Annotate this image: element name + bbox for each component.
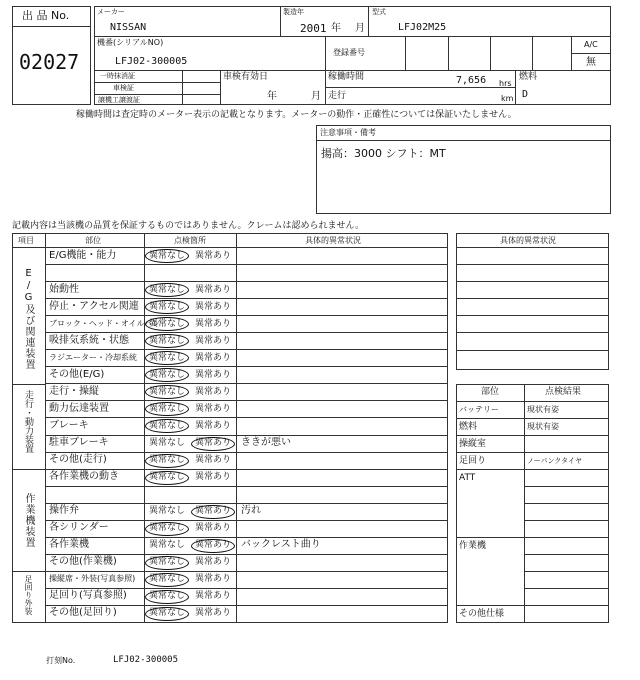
right-part-other: その他仕様 [459,609,505,619]
reg-label: 登録番号 [333,48,365,57]
month-unit: 月 [355,23,365,34]
normal-selected-mark [145,590,189,604]
normal-selected-mark [145,334,189,348]
row-part-label: その他(作業機) [49,556,117,567]
col-item-header: 項目 [18,236,34,245]
year-value: 2001 [300,22,327,35]
normal-option: 異常なし [149,404,186,414]
normal-selected-mark [145,471,189,485]
abnormal-option: 異常あり [195,557,232,567]
normal-option: 異常なし [149,336,186,346]
normal-option: 異常なし [149,302,186,312]
row-part-label: 走行・操縦 [49,386,99,397]
row-part-label: E/G機能・能力 [49,250,117,261]
normal-option: 異常なし [149,455,186,465]
right-detail-header: 具体的異常状況 [500,236,556,245]
normal-selected-mark [145,368,189,382]
normal-option: 異常なし [149,523,186,533]
stamp-label: 打刻No. [46,656,76,665]
fuel-label: 燃料 [519,72,538,82]
abnormal-option: 異常あり [195,591,232,601]
abnormal-selected-mark [191,539,235,553]
right-col-part: 部位 [481,387,500,397]
row-part-label: ブレーキ [49,420,89,431]
year-label: 製造年 [283,8,304,16]
inspection-year-unit: 年 [267,91,277,102]
temp-permit-label: 一時抹消証 [100,72,135,80]
normal-selected-mark [145,522,189,536]
normal-selected-mark [145,249,189,263]
abnormal-option: 異常あり [195,506,232,516]
col-point-header: 点検箇所 [174,236,206,245]
normal-option: 異常なし [149,285,186,295]
abnormal-selected-mark [191,505,235,519]
model-label: 型式 [372,8,386,16]
serial-label: 機番(シリアルNO) [97,38,164,47]
normal-option: 異常なし [149,506,186,516]
normal-selected-mark [145,454,189,468]
model-value: LFJ02M25 [398,22,447,33]
abnormal-option: 異常あり [195,336,232,346]
ac-label: A/C [584,40,598,49]
inspection-label: 車検有効日 [223,72,269,82]
normal-option: 異常なし [149,319,186,329]
normal-option: 異常なし [149,472,186,482]
normal-selected-mark [145,607,189,621]
lot-label: 出 品 No. [22,9,70,22]
row-detail: ききが悪い [241,437,291,448]
normal-option: 異常なし [149,608,186,618]
abnormal-option: 異常あり [195,370,232,380]
abnormal-option: 異常あり [195,353,232,363]
row-part-label: その他(E/G) [49,369,105,380]
serial-value: LFJ02-300005 [115,56,188,67]
right-result-battery: 現状有姿 [527,405,559,414]
row-part-label: 各作業機 [49,539,89,550]
lot-number: 02027 [19,50,80,74]
row-part-label: 動力伝達装置 [49,403,109,414]
hours-label: 稼働時間 [328,72,365,82]
abnormal-option: 異常あり [195,574,232,584]
right-result-fuel: 現状有姿 [527,422,559,431]
normal-selected-mark [145,419,189,433]
vehicle-cert-label: 車検証 [113,84,134,92]
row-part-label: 足回り(写真参照) [49,590,127,601]
hours-disclaimer: 稼働時間は査定時のメーター表示の記載となります。メーターの動作・正確性については保証いたしません。 [76,110,517,120]
hours-unit: hrs [499,79,512,88]
abnormal-option: 異常あり [195,404,232,414]
normal-option: 異常なし [149,353,186,363]
group-label-engine: E/G及び関連装置 [23,268,34,370]
normal-selected-mark [145,317,189,331]
row-detail: 汚れ [241,505,261,516]
normal-option: 異常なし [149,370,186,380]
abnormal-option: 異常あり [195,421,232,431]
normal-selected-mark [145,283,189,297]
row-detail: バックレスト曲り [241,539,321,550]
row-part-label: 始動性 [49,284,79,295]
abnormal-option: 異常あり [195,540,232,550]
normal-selected-mark [145,556,189,570]
row-part-label: その他(走行) [49,454,107,465]
right-result-undercarriage: ノーパンクタイヤ [527,457,583,465]
row-part-label: 停止・アクセル関連 [49,301,139,312]
row-part-label: 操作弁 [49,505,79,516]
hours-value: 7,656 [456,75,487,86]
abnormal-selected-mark [191,437,235,451]
col-part-header: 部位 [85,236,101,245]
abnormal-option: 異常あり [195,387,232,397]
inspection-month-unit: 月 [311,91,321,102]
normal-selected-mark [145,351,189,365]
abnormal-option: 異常あり [195,251,232,261]
normal-option: 異常なし [149,557,186,567]
normal-selected-mark [145,300,189,314]
year-unit: 年 [331,23,341,34]
normal-selected-mark [145,385,189,399]
stamp-value: LFJ02-300005 [113,655,179,665]
maker-value: NISSAN [110,22,147,33]
right-part-fuel: 燃料 [459,422,478,432]
normal-option: 異常なし [149,591,186,601]
normal-selected-mark [145,573,189,587]
abnormal-option: 異常あり [195,472,232,482]
group-label-undercarriage: 足回り外装 [24,575,33,615]
right-col-result: 点検結果 [545,387,582,397]
row-part-label: 駐車ブレーキ [49,437,109,448]
normal-selected-mark [145,402,189,416]
normal-option: 異常なし [149,251,186,261]
abnormal-option: 異常あり [195,285,232,295]
ac-value: 無 [586,57,596,68]
row-part-label: 各シリンダー [49,522,109,533]
abnormal-option: 異常あり [195,302,232,312]
col-detail-header: 具体的異常状況 [305,236,361,245]
maker-label: メーカー [97,8,125,16]
abnormal-option: 異常あり [195,523,232,533]
normal-option: 異常なし [149,574,186,584]
row-part-label: ブロック・ヘッド・オイルパン [49,319,160,328]
normal-option: 異常なし [149,387,186,397]
group-label-work: 作業機装置 [23,493,34,548]
row-part-label: その他(足回り) [49,607,117,618]
abnormal-option: 異常あり [195,455,232,465]
right-part-work: 作業機 [459,541,487,551]
row-part-label: 各作業機の動き [49,471,119,482]
right-part-undercarriage: 足回り [459,456,487,466]
remarks-text: 揚高：3000 シフト：MT [321,147,446,160]
normal-option: 異常なし [149,438,186,448]
transfer-cert-label: 譲機工譲渡証 [98,96,140,104]
normal-option: 異常なし [149,421,186,431]
right-part-cab: 操縦室 [459,439,487,449]
right-part-att: ATT [459,473,476,483]
normal-option: 異常なし [149,540,186,550]
mileage-label: 走行 [328,91,347,101]
km-unit: km [501,94,514,103]
quality-disclaimer: 記載内容は当該機の品質を保証するものではありません。クレームは認められません。 [12,221,365,231]
row-part-label: 吸排気系統・状態 [49,335,129,346]
remarks-label: 注意事項・備考 [320,128,376,137]
fuel-value: D [522,89,529,100]
abnormal-option: 異常あり [195,319,232,329]
row-part-label: 操縦席・外装(写真参照) [49,574,136,583]
right-part-battery: バッテリー [459,405,499,414]
abnormal-option: 異常あり [195,438,232,448]
group-label-drive: 走行・動力装置 [23,390,33,453]
abnormal-option: 異常あり [195,608,232,618]
row-part-label: ラジエーター・冷却系統 [49,353,137,362]
